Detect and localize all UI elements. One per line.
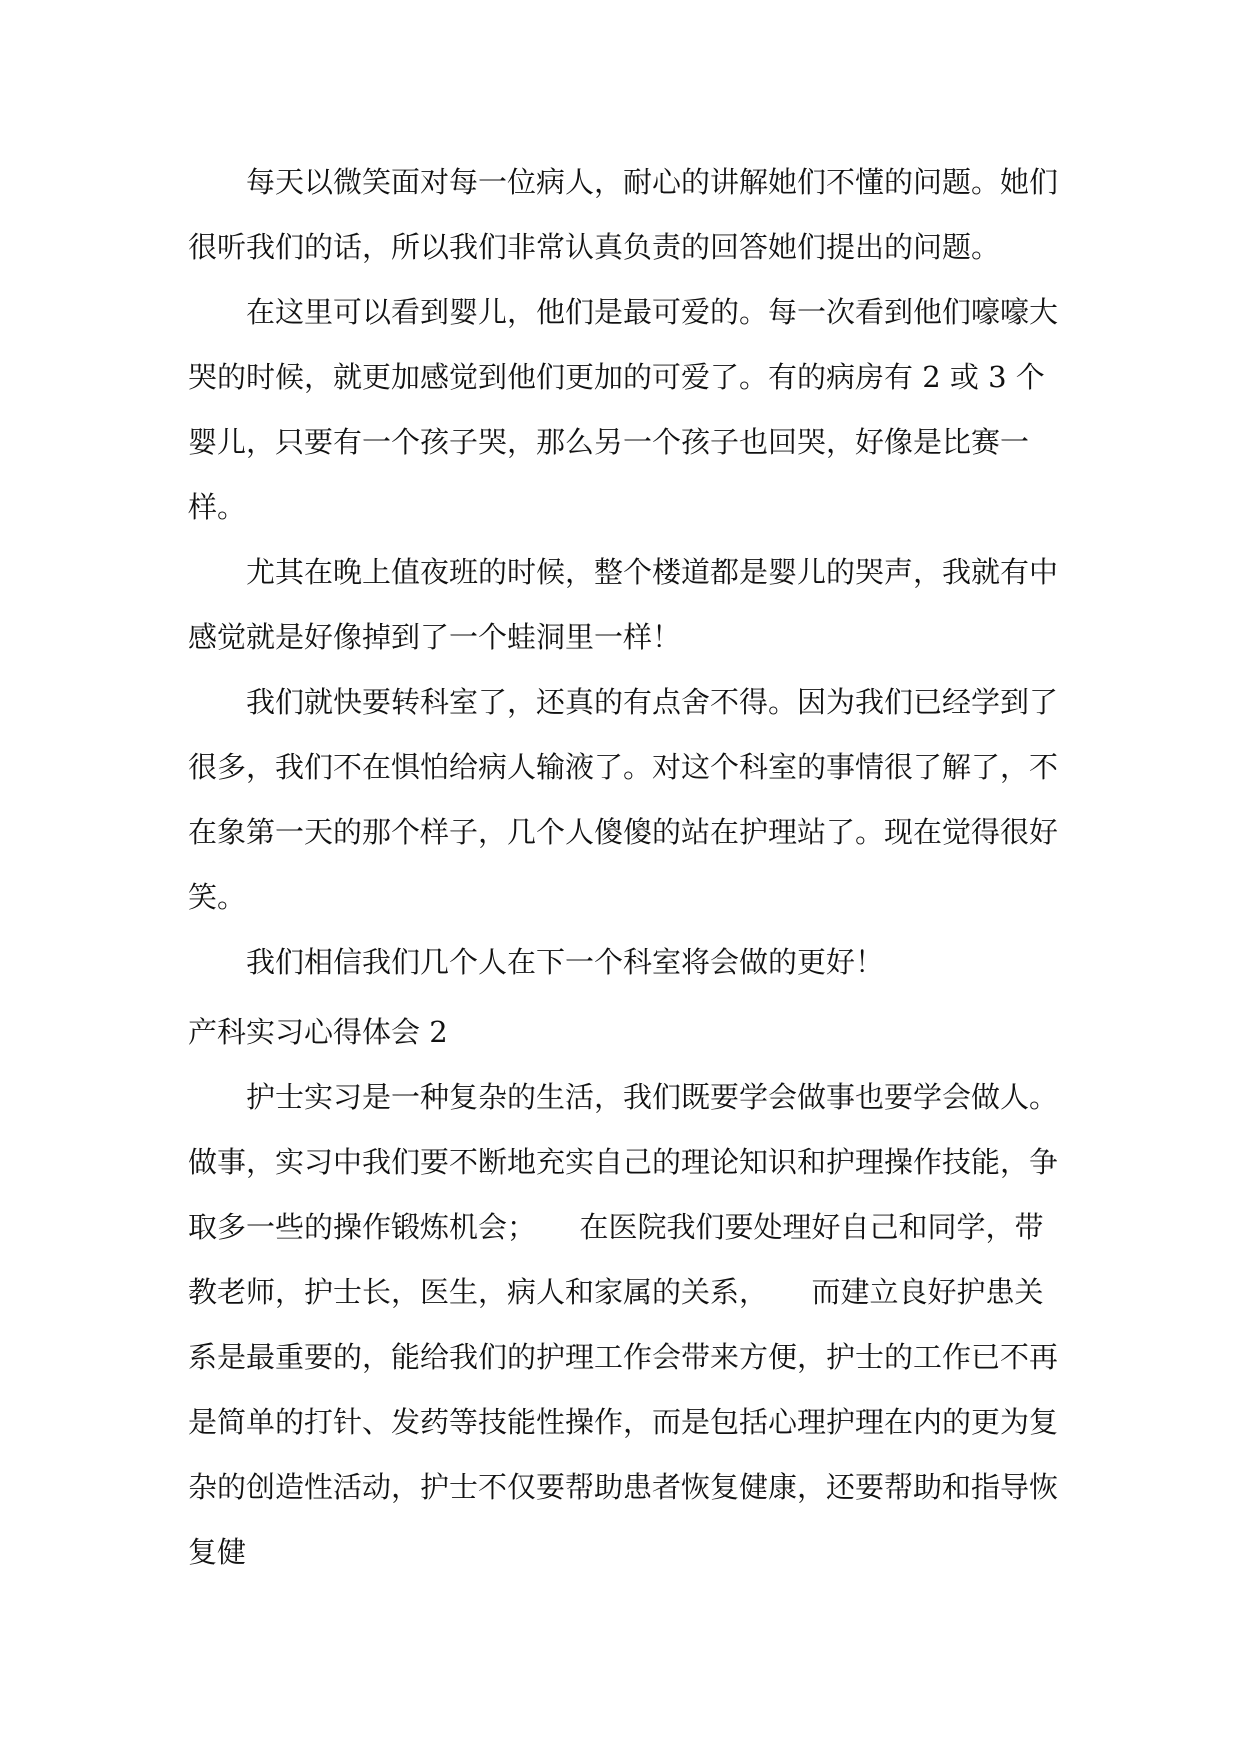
section-title: 产科实习心得体会 2 xyxy=(188,1015,448,1049)
paragraph-night-shift: 尤其在晚上值夜班的时候，整个楼道都是婴儿的哭声，我就有中感觉就是好像掉到了一个蛙洞里一样！ xyxy=(188,555,1059,654)
paragraph-confidence: 我们相信我们几个人在下一个科室将会做的更好！ xyxy=(246,945,885,979)
section-2 xyxy=(188,1000,1068,1585)
paragraph-babies: 在这里可以看到婴儿，他们是最可爱的。每一次看到他们嚎嚎大哭的时候，就更加感觉到他们更加的可爱了。有的病房有 2 或 3 个婴儿，只要有一个孩子哭，那么另一个孩子也回哭，好像是比赛一样。 xyxy=(188,295,1059,524)
paragraph-internship: 护士实习是一种复杂的生活，我们既要学会做事也要学会做人。做事，实习中我们要不断地充实自己的理论知识和护理操作技能，争取多一些的操作锻炼机会； 在医院我们要处理好自己和同学，带教老师，护士长，医生，病人和家属的关系， 而建立良好护患关系是最重要的，能给我们的护理工作会带来方便，护士的工作已不再是简单的打针、发药等技能性操作，而是包括心理护理在内的更为复杂的创造性活动，护士不仅要帮助患者恢复健康，还要帮助和指导恢复健 xyxy=(188,1080,1059,1569)
paragraph-transfer: 我们就快要转科室了，还真的有点舍不得。因为我们已经学到了很多，我们不在惧怕给病人输液了。对这个科室的事情很了解了，不在象第一天的那个样子，几个人傻傻的站在护理站了。现在觉得很好笑。 xyxy=(188,685,1059,914)
paragraph-smile: 每天以微笑面对每一位病人，耐心的讲解她们不懂的问题。她们很听我们的话，所以我们非常认真负责的回答她们提出的问题。 xyxy=(188,165,1059,264)
section-1 xyxy=(188,150,1068,995)
